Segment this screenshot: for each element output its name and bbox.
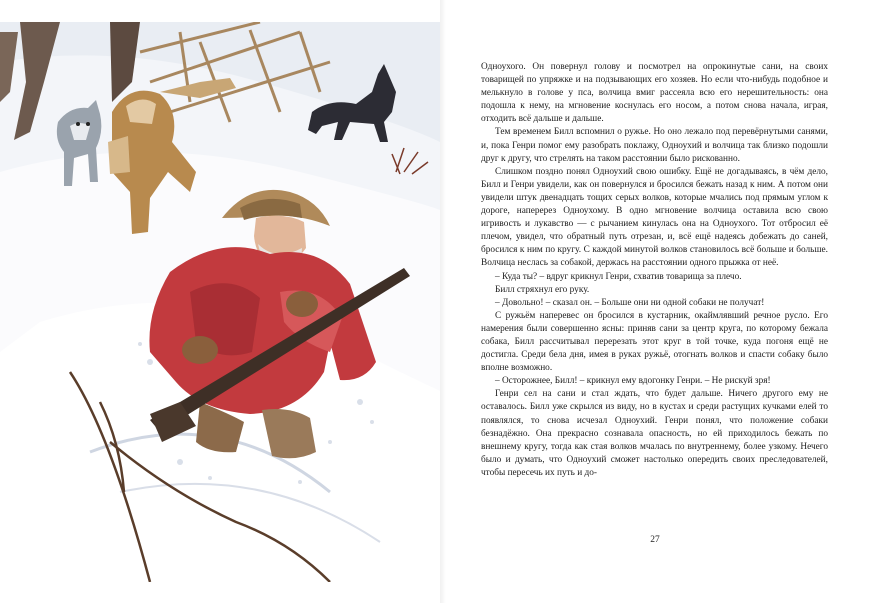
illustration-art [0, 22, 440, 582]
paragraph: Одноухого. Он повернул голову и посмотрел на опрокинутые сани, на своих товарищей по упряжке и на подзывающих его хозяев. Но если что-нибудь подобное и мелькнуло в голове у пса, волчица вмиг рассеяла всю его нерешительность: она подошла к нему, на мгновение коснулась его носом, а потом снова начала, играя, отходить всё дальше и дальше. [481, 62, 828, 125]
paragraph: Слишком поздно понял Одноухий свою ошибку. Ещё не догадываясь, в чём дело, Билл и Генри увидели, как он повернулся и бросился бежать назад к ним. А потом они увидели штук двенадцать тощих серых волков, которые мчались под прямым углом к дороге, наперерез Одноухому. В одно мгновение волчица оставила всю свою игривость и лукавство — с рычанием кинулась она на Одноухого. Тот отбросил её плечом, увидел, что обратный путь отрезан, и, всё ещё надеясь добежать до саней, бросился к ним по кругу. С каждой минутой волков становилось всё больше и больше. Волчица неслась за собакой, держась на расстоянии одного прыжка от неё. [481, 166, 828, 269]
paragraph: Тем временем Билл вспомнил о ружье. Но оно лежало под перевёрнутыми санями, и, пока Генри помог ему разобрать поклажу, Одноухий и волчица так близко подошли друг к другу, что стрелять на таком расстоянии было рискованно. [481, 127, 828, 164]
book-gutter [440, 0, 446, 603]
paragraph: – Осторожнее, Билл! – крикнул ему вдогонку Генри. – Не рискуй зря! [495, 376, 771, 387]
paragraph: – Куда ты? – вдруг крикнул Генри, схватив товарища за плечо. [495, 271, 742, 282]
illustration [0, 22, 440, 582]
paragraph: Генри сел на сани и стал ждать, что будет дальше. Ничего другого ему не оставалось. Билл уже скрылся из виду, но в кустах и среди растущих кучками елей то появлялся, то снова исчезал Одноухий. Генри понял, что положение собаки безнадёжно. Она прекрасно сознавала опасность, но ей приходилось бежать по внешнему кругу, тогда как стая волков мчалась по внутреннему, более узкому. Нечего было и думать, что Одноухий сможет настолько опередить своих преследователей, чтобы пересечь их путь и до- [481, 389, 828, 478]
paragraph: С ружьём наперевес он бросился в кустарник, окаймлявший речное русло. Его намерения были совершенно ясны: приняв сани за центр круга, по которому бежала собака, Билл рассчитывал перерезать этот круг в той точке, куда погоня ещё не достигла. Среди бела дня, имея в руках ружьё, отогнать волков и спасти собаку было вполне возможно. [481, 310, 828, 374]
paragraph: Билл стряхнул его руку. [495, 284, 590, 295]
text-page [481, 61, 828, 480]
paragraph: – Довольно! – сказал он. – Больше они ни одной собаки не получат! [495, 297, 765, 308]
page-number: 27 [650, 535, 660, 545]
